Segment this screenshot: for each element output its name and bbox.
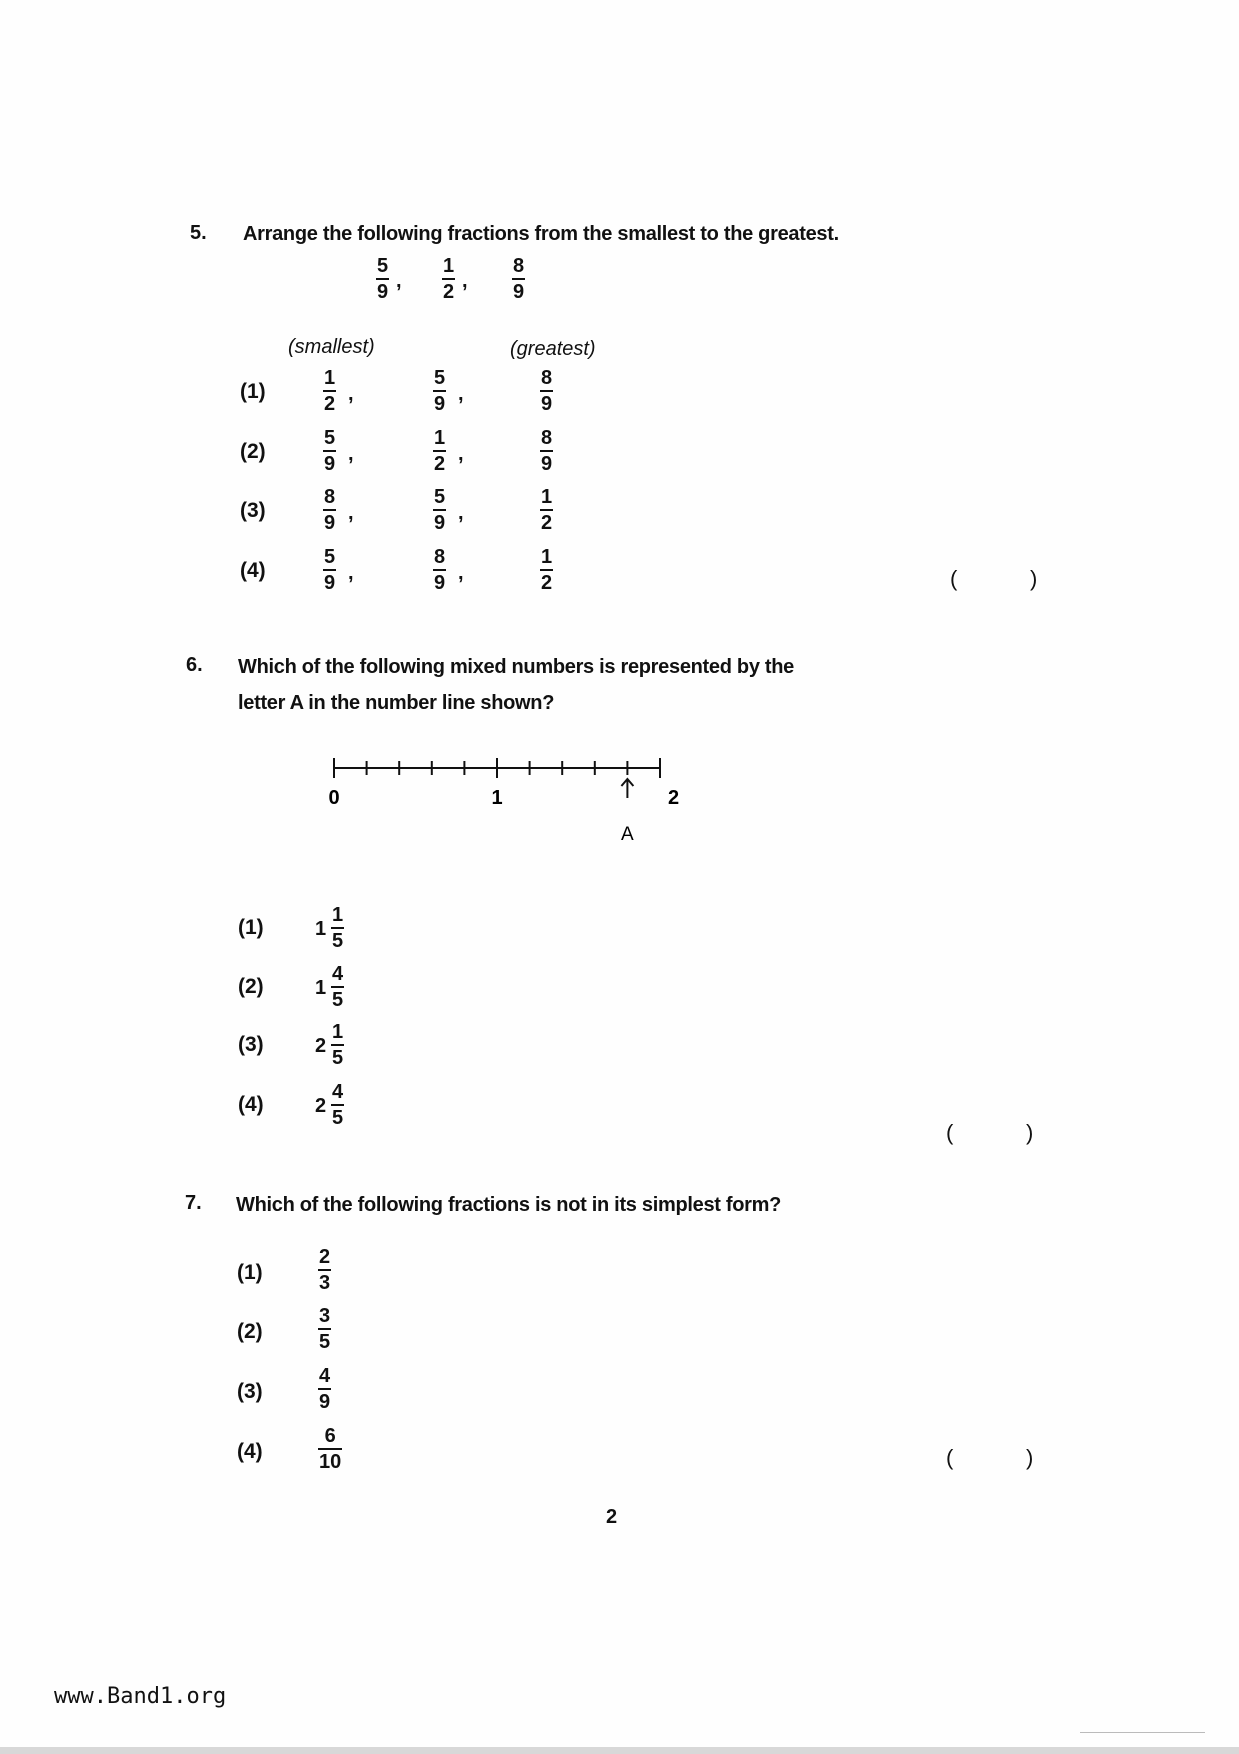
footer-rule <box>1080 1732 1205 1733</box>
q6-option-fraction: $\frac{1}{5}$ <box>332 1021 344 1069</box>
comma: , <box>348 562 354 584</box>
number-line <box>320 748 680 848</box>
q5-option-fraction: $\frac{1}{2}$ <box>324 367 336 415</box>
q6-prompt-line2: letter A in the number line shown? <box>238 692 555 714</box>
page-number: 2 <box>606 1506 618 1528</box>
q5-option-fraction: $\frac{1}{2}$ <box>541 546 553 594</box>
number-line-marker <box>621 779 634 845</box>
q7-option-label[interactable]: (2) <box>237 1320 263 1343</box>
comma: , <box>458 383 464 405</box>
q5-given-fraction: $\frac{1}{2}$ <box>443 255 455 303</box>
scan-edge <box>0 1747 1239 1754</box>
label-smallest: (smallest) <box>288 336 375 358</box>
q6-prompt-line1: Which of the following mixed numbers is represented by the <box>238 656 795 678</box>
q7-number: 7. <box>185 1192 202 1214</box>
q6-answer-bracket-close[interactable]: ) <box>1026 1120 1034 1145</box>
q7-option-label[interactable]: (4) <box>237 1440 263 1463</box>
q5-number: 5. <box>190 222 207 244</box>
q7-answer-bracket-close[interactable]: ) <box>1026 1445 1034 1470</box>
q6-option-label[interactable]: (3) <box>238 1033 264 1056</box>
q5-option-fraction: $\frac{8}{9}$ <box>541 367 553 415</box>
q6-option-label[interactable]: (4) <box>238 1093 264 1116</box>
q5-option-fraction: $\frac{8}{9}$ <box>434 546 446 594</box>
q6-option-whole: 1 <box>315 918 327 940</box>
q7-option-fraction: $\frac{2}{3}$ <box>319 1246 331 1294</box>
comma: , <box>348 383 354 405</box>
q5-option-label[interactable]: (2) <box>240 440 266 463</box>
q7-option-fraction: $\frac{6}{10}$ <box>319 1425 342 1473</box>
number-line-label-0: 0 <box>328 787 340 809</box>
q7-answer-bracket-open[interactable]: ( <box>946 1445 954 1470</box>
label-greatest: (greatest) <box>510 338 596 360</box>
comma: , <box>458 502 464 524</box>
q5-option-fraction: $\frac{1}{2}$ <box>434 427 446 475</box>
q6-option-fraction: $\frac{1}{5}$ <box>332 904 344 952</box>
q5-option-fraction: $\frac{5}{9}$ <box>434 367 446 415</box>
q6-option-fraction: $\frac{4}{5}$ <box>332 1081 344 1129</box>
q6-option-fraction: $\frac{4}{5}$ <box>332 963 344 1011</box>
footer-website[interactable]: www.Band1.org <box>54 1684 227 1709</box>
q5-option-fraction: $\frac{5}{9}$ <box>324 546 336 594</box>
q6-number: 6. <box>186 654 203 676</box>
q5-option-label[interactable]: (3) <box>240 499 266 522</box>
q6-option-whole: 1 <box>315 977 327 999</box>
q5-option-fraction: $\frac{5}{9}$ <box>434 486 446 534</box>
comma: , <box>458 443 464 465</box>
comma: , <box>396 270 402 292</box>
comma: , <box>348 502 354 524</box>
number-line-label-1: 1 <box>491 787 503 809</box>
q5-option-label[interactable]: (1) <box>240 380 266 403</box>
q6-option-label[interactable]: (2) <box>238 975 264 998</box>
q7-option-fraction: $\frac{3}{5}$ <box>319 1305 331 1353</box>
q5-option-label[interactable]: (4) <box>240 559 266 582</box>
q6-option-whole: 2 <box>315 1035 327 1057</box>
q7-option-label[interactable]: (3) <box>237 1380 263 1403</box>
comma: , <box>348 443 354 465</box>
comma: , <box>462 270 468 292</box>
q5-prompt: Arrange the following fractions from the smallest to the greatest. <box>243 223 839 245</box>
q7-option-fraction: $\frac{4}{9}$ <box>319 1365 331 1413</box>
q6-option-label[interactable]: (1) <box>238 916 264 939</box>
q5-option-fraction: $\frac{8}{9}$ <box>324 486 336 534</box>
q5-given-fraction: $\frac{8}{9}$ <box>513 255 525 303</box>
number-line-label-2: 2 <box>668 787 680 809</box>
marker-label-a: A <box>621 824 634 845</box>
q5-given-fraction: $\frac{5}{9}$ <box>377 255 389 303</box>
q5-option-fraction: $\frac{5}{9}$ <box>324 427 336 475</box>
q6-option-whole: 2 <box>315 1095 327 1117</box>
comma: , <box>458 562 464 584</box>
q5-answer-bracket-open[interactable]: ( <box>950 566 958 591</box>
q7-prompt: Which of the following fractions is not in its simplest form? <box>236 1194 782 1216</box>
q5-answer-bracket-close[interactable]: ) <box>1030 566 1038 591</box>
q5-option-fraction: $\frac{1}{2}$ <box>541 486 553 534</box>
q7-option-label[interactable]: (1) <box>237 1261 263 1284</box>
q6-answer-bracket-open[interactable]: ( <box>946 1120 954 1145</box>
q5-option-fraction: $\frac{8}{9}$ <box>541 427 553 475</box>
